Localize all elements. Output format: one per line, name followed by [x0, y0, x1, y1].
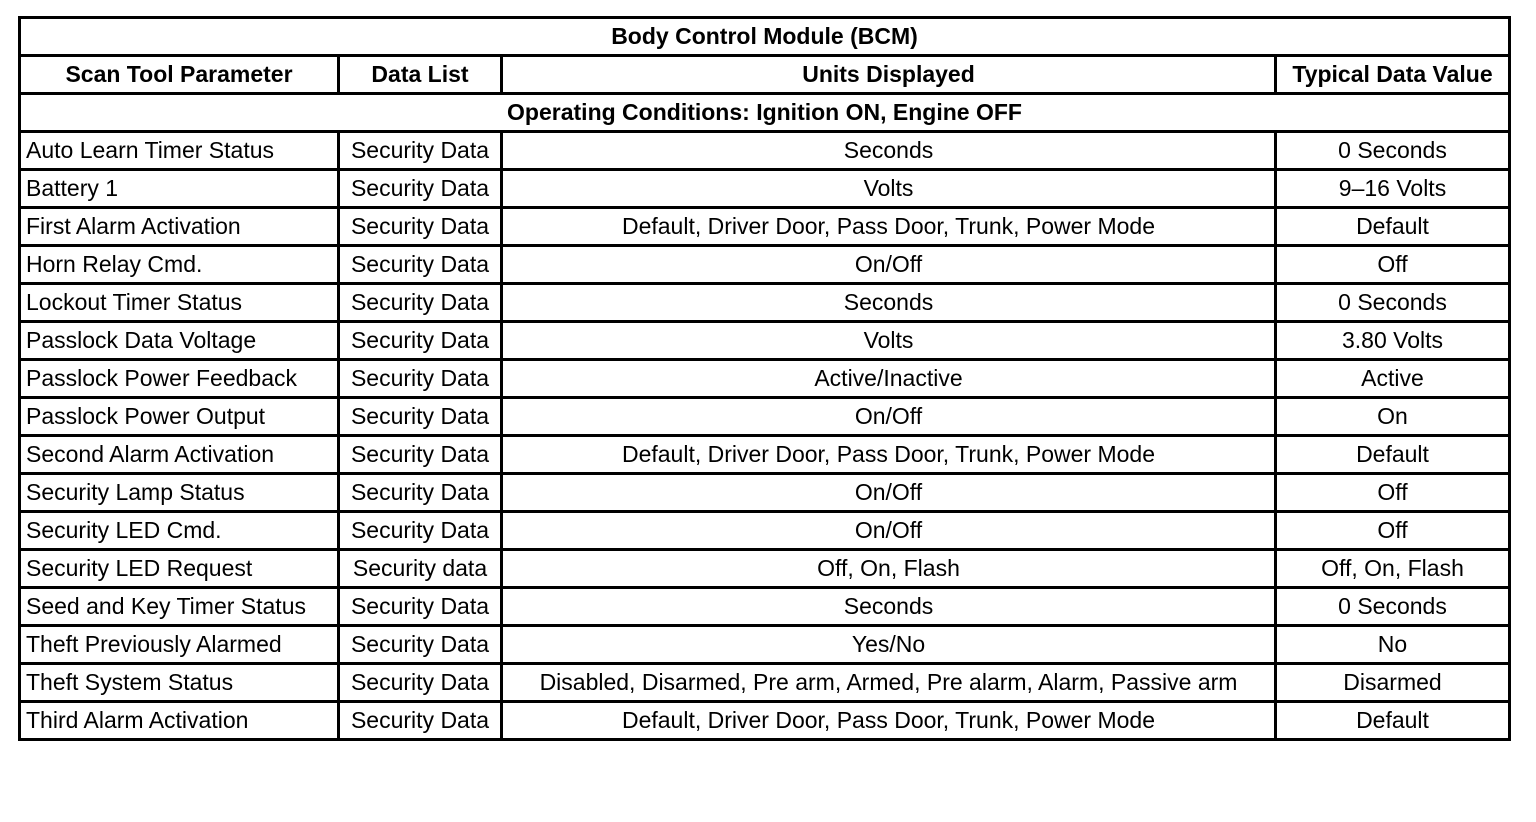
units-cell: Default, Driver Door, Pass Door, Trunk, Power Mode	[502, 702, 1276, 740]
data-list-cell: Security Data	[339, 512, 502, 550]
parameter-cell: Passlock Data Voltage	[20, 322, 339, 360]
parameter-cell: Auto Learn Timer Status	[20, 132, 339, 170]
data-list-cell: Security Data	[339, 170, 502, 208]
table-title: Body Control Module (BCM)	[20, 18, 1510, 56]
parameter-cell: Security Lamp Status	[20, 474, 339, 512]
parameter-cell: Theft Previously Alarmed	[20, 626, 339, 664]
table-row	[20, 360, 1510, 398]
header-typical-data-value: Typical Data Value	[1276, 56, 1510, 94]
units-cell: On/Off	[502, 474, 1276, 512]
table-row	[20, 550, 1510, 588]
data-list-cell: Security Data	[339, 322, 502, 360]
table-row	[20, 436, 1510, 474]
typical-value-cell: Active	[1276, 360, 1510, 398]
parameter-cell: Passlock Power Feedback	[20, 360, 339, 398]
data-list-cell: Security Data	[339, 702, 502, 740]
operating-conditions: Operating Conditions: Ignition ON, Engine OFF	[20, 94, 1510, 132]
typical-value-cell: Default	[1276, 436, 1510, 474]
parameter-cell: Second Alarm Activation	[20, 436, 339, 474]
table-row	[20, 474, 1510, 512]
table-row	[20, 664, 1510, 702]
table-row	[20, 626, 1510, 664]
conditions-row	[20, 94, 1510, 132]
table-row	[20, 322, 1510, 360]
typical-value-cell: On	[1276, 398, 1510, 436]
data-list-cell: Security Data	[339, 132, 502, 170]
units-cell: Default, Driver Door, Pass Door, Trunk, Power Mode	[502, 208, 1276, 246]
table-row	[20, 512, 1510, 550]
table-row	[20, 702, 1510, 740]
header-scan-tool-parameter: Scan Tool Parameter	[20, 56, 339, 94]
units-cell: Seconds	[502, 284, 1276, 322]
data-list-cell: Security data	[339, 550, 502, 588]
typical-value-cell: Disarmed	[1276, 664, 1510, 702]
units-cell: Seconds	[502, 588, 1276, 626]
data-list-cell: Security Data	[339, 664, 502, 702]
table-row	[20, 170, 1510, 208]
data-list-cell: Security Data	[339, 626, 502, 664]
bcm-data-table	[18, 16, 1511, 741]
parameter-cell: Security LED Request	[20, 550, 339, 588]
units-cell: Off, On, Flash	[502, 550, 1276, 588]
typical-value-cell: Off	[1276, 246, 1510, 284]
units-cell: Volts	[502, 170, 1276, 208]
header-units-displayed: Units Displayed	[502, 56, 1276, 94]
data-list-cell: Security Data	[339, 436, 502, 474]
units-cell: On/Off	[502, 398, 1276, 436]
typical-value-cell: No	[1276, 626, 1510, 664]
typical-value-cell: Off	[1276, 512, 1510, 550]
units-cell: Disabled, Disarmed, Pre arm, Armed, Pre alarm, Alarm, Passive arm	[502, 664, 1276, 702]
units-cell: Active/Inactive	[502, 360, 1276, 398]
typical-value-cell: 3.80 Volts	[1276, 322, 1510, 360]
typical-value-cell: 9–16 Volts	[1276, 170, 1510, 208]
units-cell: On/Off	[502, 512, 1276, 550]
units-cell: Seconds	[502, 132, 1276, 170]
table-row	[20, 208, 1510, 246]
units-cell: Yes/No	[502, 626, 1276, 664]
typical-value-cell: Default	[1276, 702, 1510, 740]
data-list-cell: Security Data	[339, 246, 502, 284]
table-row	[20, 246, 1510, 284]
header-data-list: Data List	[339, 56, 502, 94]
data-list-cell: Security Data	[339, 208, 502, 246]
data-list-cell: Security Data	[339, 360, 502, 398]
units-cell: Default, Driver Door, Pass Door, Trunk, Power Mode	[502, 436, 1276, 474]
parameter-cell: Third Alarm Activation	[20, 702, 339, 740]
typical-value-cell: 0 Seconds	[1276, 284, 1510, 322]
typical-value-cell: Default	[1276, 208, 1510, 246]
parameter-cell: Lockout Timer Status	[20, 284, 339, 322]
parameter-cell: Battery 1	[20, 170, 339, 208]
parameter-cell: First Alarm Activation	[20, 208, 339, 246]
typical-value-cell: 0 Seconds	[1276, 588, 1510, 626]
data-list-cell: Security Data	[339, 398, 502, 436]
parameter-cell: Passlock Power Output	[20, 398, 339, 436]
table-row	[20, 588, 1510, 626]
typical-value-cell: 0 Seconds	[1276, 132, 1510, 170]
table-row	[20, 132, 1510, 170]
table-row	[20, 284, 1510, 322]
units-cell: On/Off	[502, 246, 1276, 284]
typical-value-cell: Off, On, Flash	[1276, 550, 1510, 588]
parameter-cell: Security LED Cmd.	[20, 512, 339, 550]
units-cell: Volts	[502, 322, 1276, 360]
table-title-row	[20, 18, 1510, 56]
data-list-cell: Security Data	[339, 284, 502, 322]
table-body	[20, 132, 1510, 740]
data-list-cell: Security Data	[339, 474, 502, 512]
parameter-cell: Theft System Status	[20, 664, 339, 702]
typical-value-cell: Off	[1276, 474, 1510, 512]
table-header-row	[20, 56, 1510, 94]
parameter-cell: Seed and Key Timer Status	[20, 588, 339, 626]
data-list-cell: Security Data	[339, 588, 502, 626]
parameter-cell: Horn Relay Cmd.	[20, 246, 339, 284]
table-row	[20, 398, 1510, 436]
